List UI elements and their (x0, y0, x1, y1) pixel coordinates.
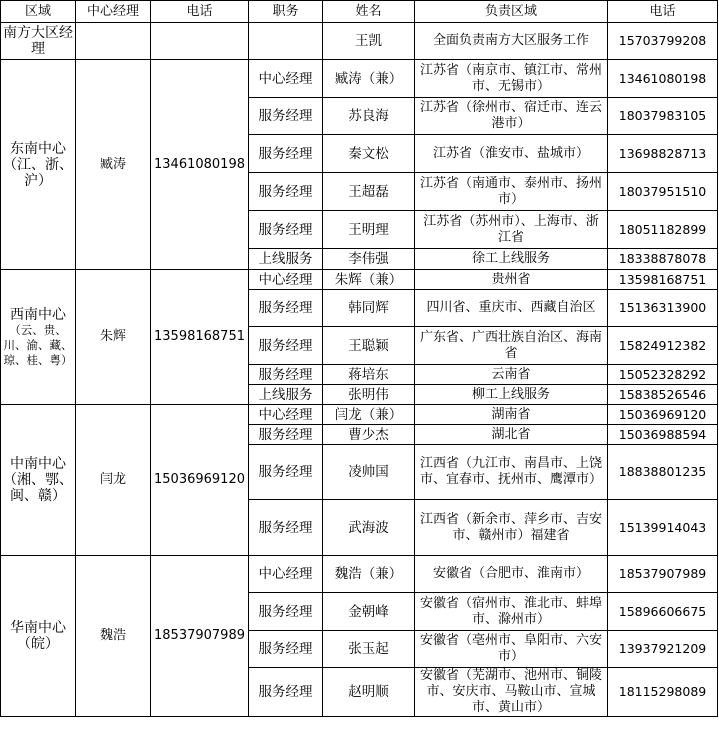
role-cell: 服务经理 (249, 173, 323, 211)
table-row (1, 556, 718, 593)
area-cell: 安徽省（芜湖市、池州市、铜陵市、安庆市、马鞍山市、宣城市、黄山市） (415, 668, 608, 717)
area-cell: 安徽省（亳州市、阜阳市、六安市） (415, 631, 608, 668)
center-phone-cell: 13598168751 (151, 270, 249, 405)
header-row (1, 1, 718, 23)
role-cell: 服务经理 (249, 98, 323, 135)
name-cell: 金朝峰 (323, 593, 415, 631)
header-area: 负责区域 (415, 1, 608, 23)
phone-cell: 15838526546 (608, 385, 718, 405)
role-cell: 中心经理 (249, 556, 323, 593)
role-cell: 服务经理 (249, 135, 323, 173)
center-manager-cell: 魏浩 (76, 556, 151, 717)
phone-cell: 15896606675 (608, 593, 718, 631)
name-cell: 韩同辉 (323, 290, 415, 327)
region-cell (1, 556, 76, 717)
area-cell: 安徽省（宿州市、淮北市、蚌埠市、滁州市） (415, 593, 608, 631)
phone-cell: 18115298089 (608, 668, 718, 717)
name-cell: 赵明顺 (323, 668, 415, 717)
header-phone: 电话 (608, 1, 718, 23)
center-manager-cell: 朱辉 (76, 270, 151, 405)
area-cell: 云南省 (415, 365, 608, 385)
phone-cell: 18338878078 (608, 249, 718, 270)
phone-cell: 13698828713 (608, 135, 718, 173)
role-cell (249, 23, 323, 60)
phone-cell: 15703799208 (608, 23, 718, 60)
name-cell: 秦文松 (323, 135, 415, 173)
name-cell: 李伟强 (323, 249, 415, 270)
name-cell: 闫龙（兼） (323, 405, 415, 425)
role-cell: 服务经理 (249, 327, 323, 365)
table-row (1, 270, 718, 290)
phone-cell: 13461080198 (608, 60, 718, 98)
center-manager-cell: 臧涛 (76, 60, 151, 270)
table-row (1, 23, 718, 60)
area-cell: 湖北省 (415, 425, 608, 445)
name-cell: 武海波 (323, 500, 415, 556)
role-cell: 中心经理 (249, 270, 323, 290)
area-cell: 湖南省 (415, 405, 608, 425)
center-phone-cell: 18537907989 (151, 556, 249, 717)
phone-cell: 18037951510 (608, 173, 718, 211)
area-cell: 江西省（九江市、南昌市、上饶市、宜春市、抚州市、鹰潭市） (415, 445, 608, 500)
region-name: 南方大区经理 (3, 25, 73, 57)
phone-cell: 15824912382 (608, 327, 718, 365)
role-cell: 服务经理 (249, 290, 323, 327)
name-cell: 张玉起 (323, 631, 415, 668)
name-cell: 蒋培东 (323, 365, 415, 385)
role-cell: 服务经理 (249, 631, 323, 668)
phone-cell: 18037983105 (608, 98, 718, 135)
area-cell: 江苏省（南通市、泰州市、扬州市） (415, 173, 608, 211)
role-cell: 中心经理 (249, 60, 323, 98)
area-cell: 江西省（新余市、萍乡市、吉安市、赣州市）福建省 (415, 500, 608, 556)
phone-cell: 18537907989 (608, 556, 718, 593)
region-note: （云、贵、川、渝、藏、琼、桂、粤） (3, 322, 73, 367)
center-phone-cell: 15036969120 (151, 405, 249, 556)
role-cell: 服务经理 (249, 445, 323, 500)
phone-cell: 15139914043 (608, 500, 718, 556)
region-cell (1, 270, 76, 405)
center-phone-cell: 13461080198 (151, 60, 249, 270)
region-cell (1, 60, 76, 270)
center-manager-cell (76, 23, 151, 60)
header-manager-phone: 电话 (151, 1, 249, 23)
role-cell: 上线服务 (249, 249, 323, 270)
region-name: 中南中心（湘、鄂、闽、赣） (3, 456, 73, 504)
role-cell: 服务经理 (249, 365, 323, 385)
area-cell: 柳工上线服务 (415, 385, 608, 405)
area-cell: 贵州省 (415, 270, 608, 290)
header-center-manager: 中心经理 (76, 1, 151, 23)
area-cell: 江苏省（苏州市）、上海市、浙江省 (415, 211, 608, 249)
role-cell: 中心经理 (249, 405, 323, 425)
name-cell: 王聪颖 (323, 327, 415, 365)
region-cell (1, 23, 76, 60)
header-name: 姓名 (323, 1, 415, 23)
role-cell: 服务经理 (249, 668, 323, 717)
area-cell: 安徽省（合肥市、淮南市） (415, 556, 608, 593)
role-cell: 上线服务 (249, 385, 323, 405)
phone-cell: 13937921209 (608, 631, 718, 668)
role-cell: 服务经理 (249, 211, 323, 249)
name-cell: 魏浩（兼） (323, 556, 415, 593)
table-row (1, 60, 718, 98)
region-name: 华南中心（皖） (10, 620, 66, 652)
region-name: 东南中心（江、浙、沪） (3, 140, 73, 189)
name-cell: 王凯 (323, 23, 415, 60)
area-cell: 江苏省（徐州市、宿迁市、连云港市） (415, 98, 608, 135)
phone-cell: 15136313900 (608, 290, 718, 327)
name-cell: 王明理 (323, 211, 415, 249)
center-phone-cell (151, 23, 249, 60)
phone-cell: 18051182899 (608, 211, 718, 249)
table-row (1, 405, 718, 425)
role-cell: 服务经理 (249, 593, 323, 631)
phone-cell: 15052328292 (608, 365, 718, 385)
area-cell: 江苏省（淮安市、盐城市） (415, 135, 608, 173)
area-cell: 徐工上线服务 (415, 249, 608, 270)
name-cell: 臧涛（兼） (323, 60, 415, 98)
area-cell: 四川省、重庆市、西藏自治区 (415, 290, 608, 327)
name-cell: 张明伟 (323, 385, 415, 405)
header-region: 区域 (1, 1, 76, 23)
role-cell: 服务经理 (249, 425, 323, 445)
header-role: 职务 (249, 1, 323, 23)
region-name: 西南中心 (10, 306, 66, 323)
phone-cell: 15036969120 (608, 405, 718, 425)
area-cell: 全面负责南方大区服务工作 (415, 23, 608, 60)
role-cell: 服务经理 (249, 500, 323, 556)
area-cell: 广东省、广西壮族自治区、海南省 (415, 327, 608, 365)
phone-cell: 18838801235 (608, 445, 718, 500)
name-cell: 苏良海 (323, 98, 415, 135)
region-cell (1, 405, 76, 556)
phone-cell: 15036988594 (608, 425, 718, 445)
name-cell: 曹少杰 (323, 425, 415, 445)
area-cell: 江苏省（南京市、镇江市、常州市、无锡市） (415, 60, 608, 98)
name-cell: 凌帅国 (323, 445, 415, 500)
center-manager-cell: 闫龙 (76, 405, 151, 556)
phone-cell: 13598168751 (608, 270, 718, 290)
name-cell: 朱辉（兼） (323, 270, 415, 290)
name-cell: 王超磊 (323, 173, 415, 211)
